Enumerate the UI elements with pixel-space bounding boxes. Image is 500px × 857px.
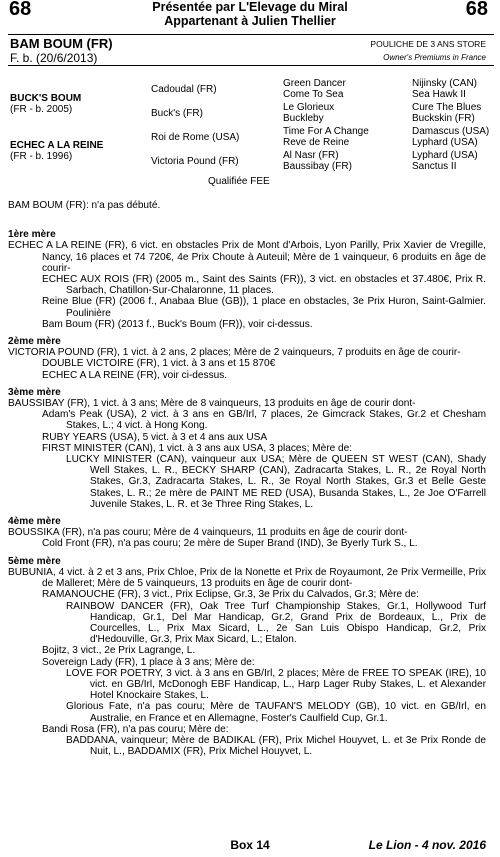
pedigree-gen3: Time For A Change (283, 126, 369, 137)
section-heading: 4ème mère (8, 516, 61, 528)
pedigree-gen3: Le Glorieux (283, 102, 335, 113)
lot-number-right: 68 (465, 0, 488, 20)
pedigree-gen4: Cure The Blues (412, 102, 482, 113)
record-line: RAMANOUCHE (FR), 3 vict., Prix Eclipse, Gr.3, 3e Prix du Calvados, Gr.3; Mère de: (42, 589, 419, 601)
box-number: Box 14 (230, 838, 270, 852)
qualified-label: Qualifiée FEE (208, 176, 270, 187)
pedigree-gen4: Damascus (USA) (412, 126, 490, 137)
record-line: Bandi Rosa (FR), n'a pas couru; Mère de: (42, 723, 229, 735)
pedigree-gen2: Victoria Pound (FR) (151, 156, 239, 167)
pedigree-divider (8, 65, 494, 66)
record-line: Sovereign Lady (FR), 1 place à 3 ans; Mère de: (42, 656, 255, 668)
pedigree-gen3: Come To Sea (283, 89, 344, 100)
sale-event: Le Lion - 4 nov. 2016 (368, 838, 486, 852)
owner-line: Appartenant à Julien Thellier (164, 14, 336, 28)
pedigree-gen3: Reve de Reine (283, 137, 350, 148)
produce-record (8, 200, 486, 757)
record-line: Bojitz, 3 vict., 2e Prix Lagrange, L. (42, 645, 196, 657)
record-line: DOUBLE VICTOIRE (FR), 1 vict. à 3 ans et 15 870€ (42, 358, 276, 370)
pedigree-gen2: Roi de Rome (USA) (151, 132, 240, 143)
record-line: VICTORIA POUND (FR), 1 vict. à 2 ans, 2 places; Mère de 2 vainqueurs, 7 produits en âge de courir- (8, 347, 461, 359)
record-line: RUBY YEARS (USA), 5 vict. à 3 et 4 ans aux USA (42, 431, 268, 443)
pedigree-gen4: Sea Hawk II (412, 89, 466, 100)
record-line: BAUSSIBAY (FR), 1 vict. à 3 ans; Mère de 8 vainqueurs, 13 produits en âge de courir dont- (8, 398, 416, 410)
consignor-line: Présentée par L'Elevage du Miral (152, 0, 348, 14)
record-line: BADDANA, vainqueur; Mère de BADIKAL (FR), Prix Michel Houyvet, L. et 3e Prix Ronde de Nuit, L., BADDAMIX (FR), Prix Michel Houyvet, L. (66, 734, 486, 758)
record-line: BUBUNIA, 4 vict. à 2 et 3 ans, Prix Chloe, Prix de la Nonette et Prix de Royaumont, 2e Prix Vermeille, Prix de Malleret; Mère de 5 vainqueurs, 13 produits en âge de courir dont- (8, 566, 486, 590)
pedigree-dam: ECHEC A LA REINE (10, 140, 104, 151)
catalogue-header (0, 0, 500, 34)
top-divider (8, 34, 494, 35)
record-line: Bam Boum (FR) (2013 f., Buck's Boum (FR)), voir ci-dessus. (42, 318, 313, 330)
record-line: RAINBOW DANCER (FR), Oak Tree Turf Championship Stakes, Gr.1, Hollywood Turf Handicap, Gr.1, Del Mar Handicap, Gr.2, Grand Prix de Bordeaux, L., Prix de Courcelles, L., Prix Max Sicard, L., 2e San Luis Obispo Handicap, Gr.2, Prix d'Hedouville, Gr.3, Prix Max Sicard, L.; Etalon. (66, 600, 486, 646)
pedigree-gen4: Nijinsky (CAN) (412, 78, 477, 89)
horse-description: F. b. (20/6/2013) (10, 51, 98, 65)
pedigree-gen3: Al Nasr (FR) (283, 150, 339, 161)
record-line: ECHEC AUX ROIS (FR) (2005 m., Saint des Saints (FR)), 3 vict. en obstacles et 37.480€, Prix R. Sarbach, Chatillon-Sur-Chalaronne, 11 places. (42, 274, 486, 297)
section-heading: 1ère mère (8, 229, 56, 241)
horse-sex-age: POULICHE DE 3 ANS STORE (370, 39, 486, 49)
pedigree-gen3: Green Dancer (283, 78, 346, 89)
pedigree-sire: BUCK'S BOUM (10, 93, 82, 104)
record-line: ECHEC A LA REINE (FR), voir ci-dessus. (42, 369, 228, 381)
dam-sections (8, 229, 486, 757)
record-line: FIRST MINISTER (CAN), 1 vict. à 3 ans aux USA, 3 places; Mère de: (42, 442, 353, 454)
section-heading: 3ème mère (8, 386, 61, 398)
intro-line: BAM BOUM (FR): n'a pas débuté. (8, 200, 161, 211)
pedigree-gen3: Baussibay (FR) (283, 161, 352, 172)
pedigree-gen2: Buck's (FR) (151, 108, 203, 119)
record-line: Reine Blue (FR) (2006 f., Anabaa Blue (GB)), 1 place en obstacles, 3e Prix Huron, Saint-Galmier. Poulinière (42, 296, 486, 319)
pedigree-gen4: Lyphard (USA) (412, 150, 478, 161)
lot-number-left: 68 (9, 0, 32, 20)
owner-premiums: Owner's Premiums in France (383, 53, 486, 62)
pedigree-gen3: Buckleby (283, 113, 324, 124)
pedigree-dam-desc: (FR - b. 1996) (10, 151, 73, 162)
record-line: LOVE FOR POETRY, 3 vict. à 3 ans en GB/Irl, 2 places; Mère de FREE TO SPEAK (IRE), 10 vict. en GB/Irl, McDonogh EBF Handicap, L., Harp Lager Ruby Stakes, L. et Alexander Hotel Knockaire Stakes, L. (66, 667, 486, 702)
pedigree-gen4: Sanctus II (412, 161, 457, 172)
section-heading: 5ème mère (8, 555, 61, 567)
pedigree-gen4: Buckskin (FR) (412, 113, 475, 124)
pedigree-sire-desc: (FR - b. 2005) (10, 104, 73, 115)
record-line: LUCKY MINISTER (CAN), vainqueur aux USA; Mère de QUEEN ST WEST (CAN), Shady Well Stakes, L. R., BECKY SHARP (CAN), Zadracarta Stakes, L. R., 2e Royal North Stakes, Gr.3, Zadracarta Stakes, L. R., 3e Royal North Stakes, Gr.3 et Belle Geste Stakes, L. R.; 2e mère de PAINT ME RED (USA), Busanda Stakes, L., 2e Joe O'Farrell Juvenile Stakes, L. R. et 3e Three Ring Stakes, L. (66, 454, 486, 510)
pedigree-gen4: Lyphard (USA) (412, 137, 478, 148)
record-line: Glorious Fate, n'a pas couru; Mère de TAUFAN'S MELODY (GB), 10 vict. en GB/Irl, en Australie, en France et en Allemagne, Foster's Caulfield Cup, Gr.1. (66, 701, 486, 724)
record-line: ECHEC A LA REINE (FR), 6 vict. en obstacles Prix de Mont d'Arbois, Lyon Parilly, Prix Xavier de Vregille, Nancy, 16 places et 74 720€, 4e Prix Choute à Auteuil; Mère de 1 vainqueur, 6 produits en âge de courir- (8, 240, 486, 274)
record-line: Adam's Peak (USA), 2 vict. à 3 ans en GB/Irl, 7 places, 2e Gimcrack Stakes, Gr.2 et Chesham Stakes, L.; 4 vict. à Hong Kong. (42, 409, 486, 432)
record-line: BOUSSIKA (FR), n'a pas couru; Mère de 4 vainqueurs, 11 produits en âge de courir dont- (8, 527, 408, 539)
horse-name: BAM BOUM (FR) (10, 36, 113, 51)
section-heading: 2ème mère (8, 336, 61, 348)
pedigree-gen2: Cadoudal (FR) (151, 84, 217, 95)
record-line: Cold Front (FR), n'a pas couru; 2e mère de Super Brand (IND), 3e Byerly Turk S., L. (42, 538, 418, 550)
